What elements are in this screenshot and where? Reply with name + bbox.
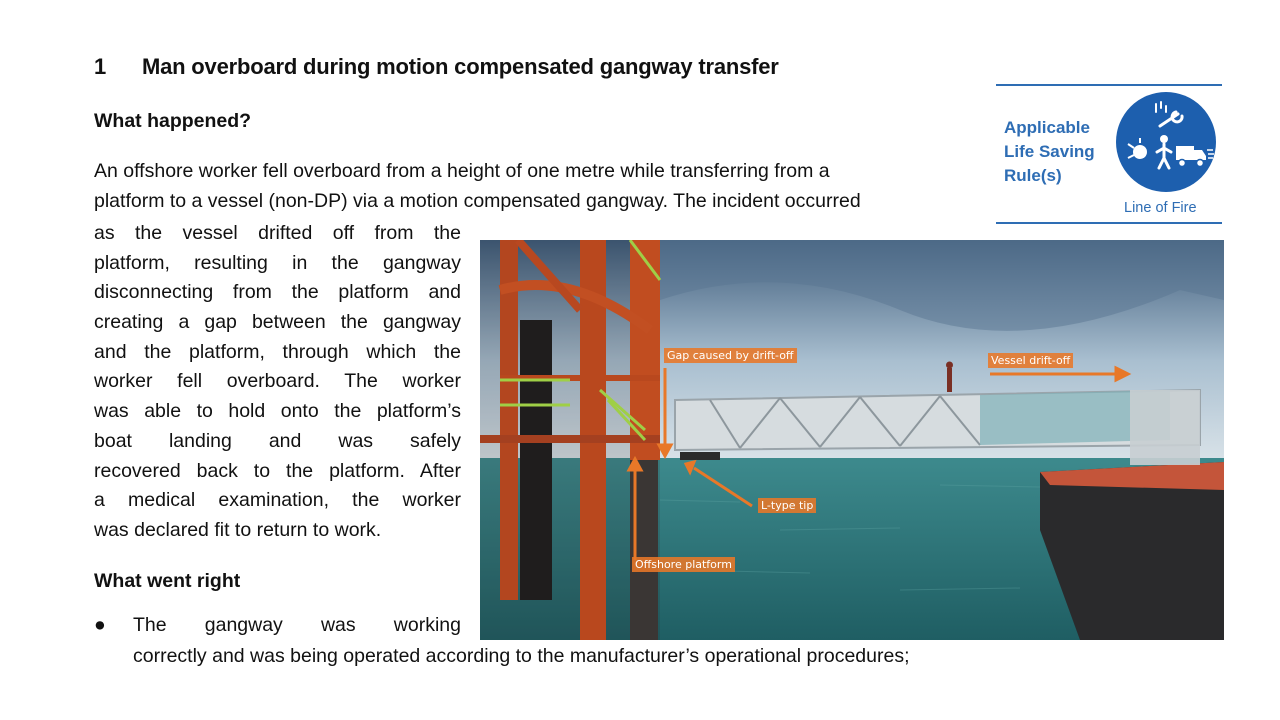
paragraph-line: as the vessel drifted off from the (94, 222, 461, 244)
what-went-right-heading: What went right (94, 570, 241, 592)
paragraph-line: recovered back to the platform. After (94, 459, 461, 482)
photo-label-vessel: Vessel drift-off (988, 353, 1073, 368)
narrow-paragraph (94, 219, 461, 546)
title-line: Applicable (1004, 118, 1090, 137)
title-line: Rule(s) (1004, 166, 1062, 185)
bullet-text-line: The gangway was working (133, 614, 461, 636)
paragraph-line: boat landing and was safely (94, 429, 461, 452)
paragraph-line: worker fell overboard. The worker (94, 370, 461, 393)
life-saving-rule-title (1004, 116, 1114, 188)
paragraph-line: An offshore worker fell overboard from a height of one metre while transferring from a (94, 160, 830, 182)
life-saving-rule-box (996, 84, 1222, 224)
section-number: 1 (94, 54, 107, 79)
paragraph-line: was declared fit to return to work. (94, 518, 382, 541)
photo-label-platform: Offshore platform (632, 557, 735, 572)
section-heading (94, 54, 779, 80)
paragraph-line: a medical examination, the worker (94, 489, 461, 512)
line-of-fire-icon (1116, 92, 1216, 192)
paragraph-line: disconnecting from the platform and (94, 281, 461, 304)
paragraph-line: creating a gap between the gangway (94, 311, 461, 334)
title-line: Life Saving (1004, 142, 1095, 161)
paragraph-line: was able to hold onto the platform’s (94, 400, 461, 423)
bullet-text-line: correctly and was being operated according to the manufacturer’s operational procedures; (133, 645, 910, 667)
section-title: Man overboard during motion compensated gangway transfer (142, 54, 779, 79)
paragraph-line: platform to a vessel (non-DP) via a motion compensated gangway. The incident occurred (94, 190, 861, 212)
gangway-incident-photo (480, 240, 1224, 640)
bullet-icon: ● (94, 614, 106, 636)
photo-label-gap: Gap caused by drift-off (664, 348, 797, 363)
photo-label-tip: L-type tip (758, 498, 816, 513)
paragraph-line: platform, resulting in the gangway (94, 251, 461, 274)
paragraph-line: and the platform, through which the (94, 340, 461, 363)
what-happened-heading: What happened? (94, 110, 252, 132)
life-saving-rule-name: Line of Fire (1124, 200, 1197, 216)
